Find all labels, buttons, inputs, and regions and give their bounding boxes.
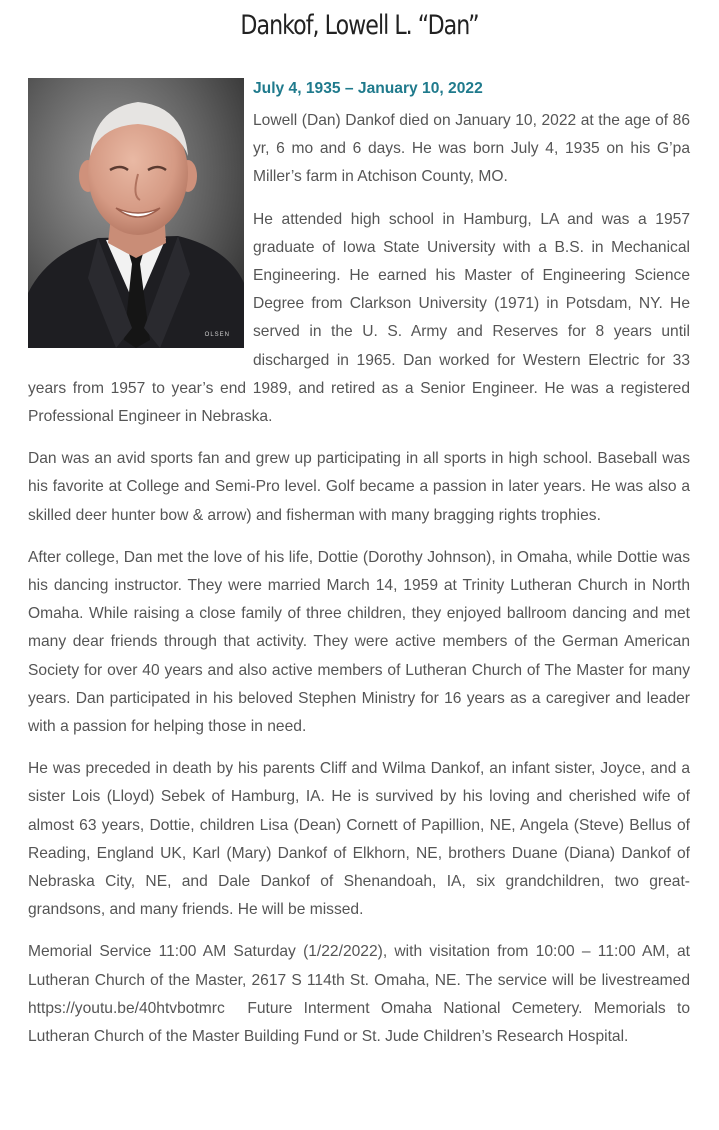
page-title: Dankof, Lowell L. “Dan” xyxy=(240,10,479,41)
portrait-illustration xyxy=(28,78,244,348)
obituary-paragraph: Dan was an avid sports fan and grew up participating in all sports in high school. Baseball was his favorite at College and Semi-Pro level. Golf became a passion in later years. He was also a skilled deer hunter bow & arrow) and fisherman with many bragging rights trophies. xyxy=(28,450,690,524)
obituary-content xyxy=(28,78,690,1065)
obituary-paragraph: He was preceded in death by his parents Cliff and Wilma Dankof, an infant sister, Joyce, and a sister Lois (Lloyd) Sebek of Hamburg, IA. He is survived by his loving and cherished wife of almost 63 years, Dottie, children Lisa (Dean) Cornett of Papillion, NE, Angela (Steve) Bellus of Reading, England UK, Karl (Mary) Dankof of Elkhorn, NE, brothers Duane (Diana) Dankof of Nebraska City, NE, and Dale Dankof of Shenandoah, IA, six grandchildren, two great-grandsons, and many friends. He will be missed. xyxy=(28,760,690,919)
obituary-paragraph: He attended high school in Hamburg, LA and was a 1957 graduate of Iowa State University with a B.S. in Mechanical Engineering. He earned his Master of Engineering Science Degree from Clarkson University (1971) in Potsdam, NY. He served in the U. S. Army and Reserves for 8 years until discharged in 1965. Dan worked for Western Electric for 33 years from 1957 to year’s end 1989, and retired as a Senior Engineer. He was a registered Professional Engineer in Nebraska. xyxy=(28,210,690,426)
portrait-photo xyxy=(28,78,244,348)
photo-watermark: OLSEN xyxy=(204,332,230,338)
obituary-paragraph: After college, Dan met the love of his life, Dottie (Dorothy Johnson), in Omaha, while Dottie was his dancing instructor. They were married March 14, 1959 at Trinity Lutheran Church in North Omaha. While raising a close family of three children, they enjoyed ballroom dancing and met many dear friends through that activity. They were active members of the German American Society for over 40 years and also active members of Lutheran Church of The Master for many years. Dan participated in his beloved Stephen Ministry for 16 years as a caregiver and leader with a passion for helping those in need. xyxy=(28,548,690,736)
obituary-paragraph: Memorial Service 11:00 AM Saturday (1/22/2022), with visitation from 10:00 – 11:00 AM, at Lutheran Church of the Master, 2617 S 114th St. Omaha, NE. The service will be livestreamed https://youtu.be/40htvbotmrc Future Interment Omaha National Cemetery. Memorials to Lutheran Church of the Master Building Fund or St. Jude Children’s Research Hospital. xyxy=(28,943,690,1046)
obituary-paragraph: Lowell (Dan) Dankof died on January 10, 2022 at the age of 86 yr, 6 mo and 6 days. He was born July 4, 1935 on his G’pa Miller’s farm in Atchison County, MO. xyxy=(253,112,690,186)
life-dates: July 4, 1935 – January 10, 2022 xyxy=(253,80,483,97)
